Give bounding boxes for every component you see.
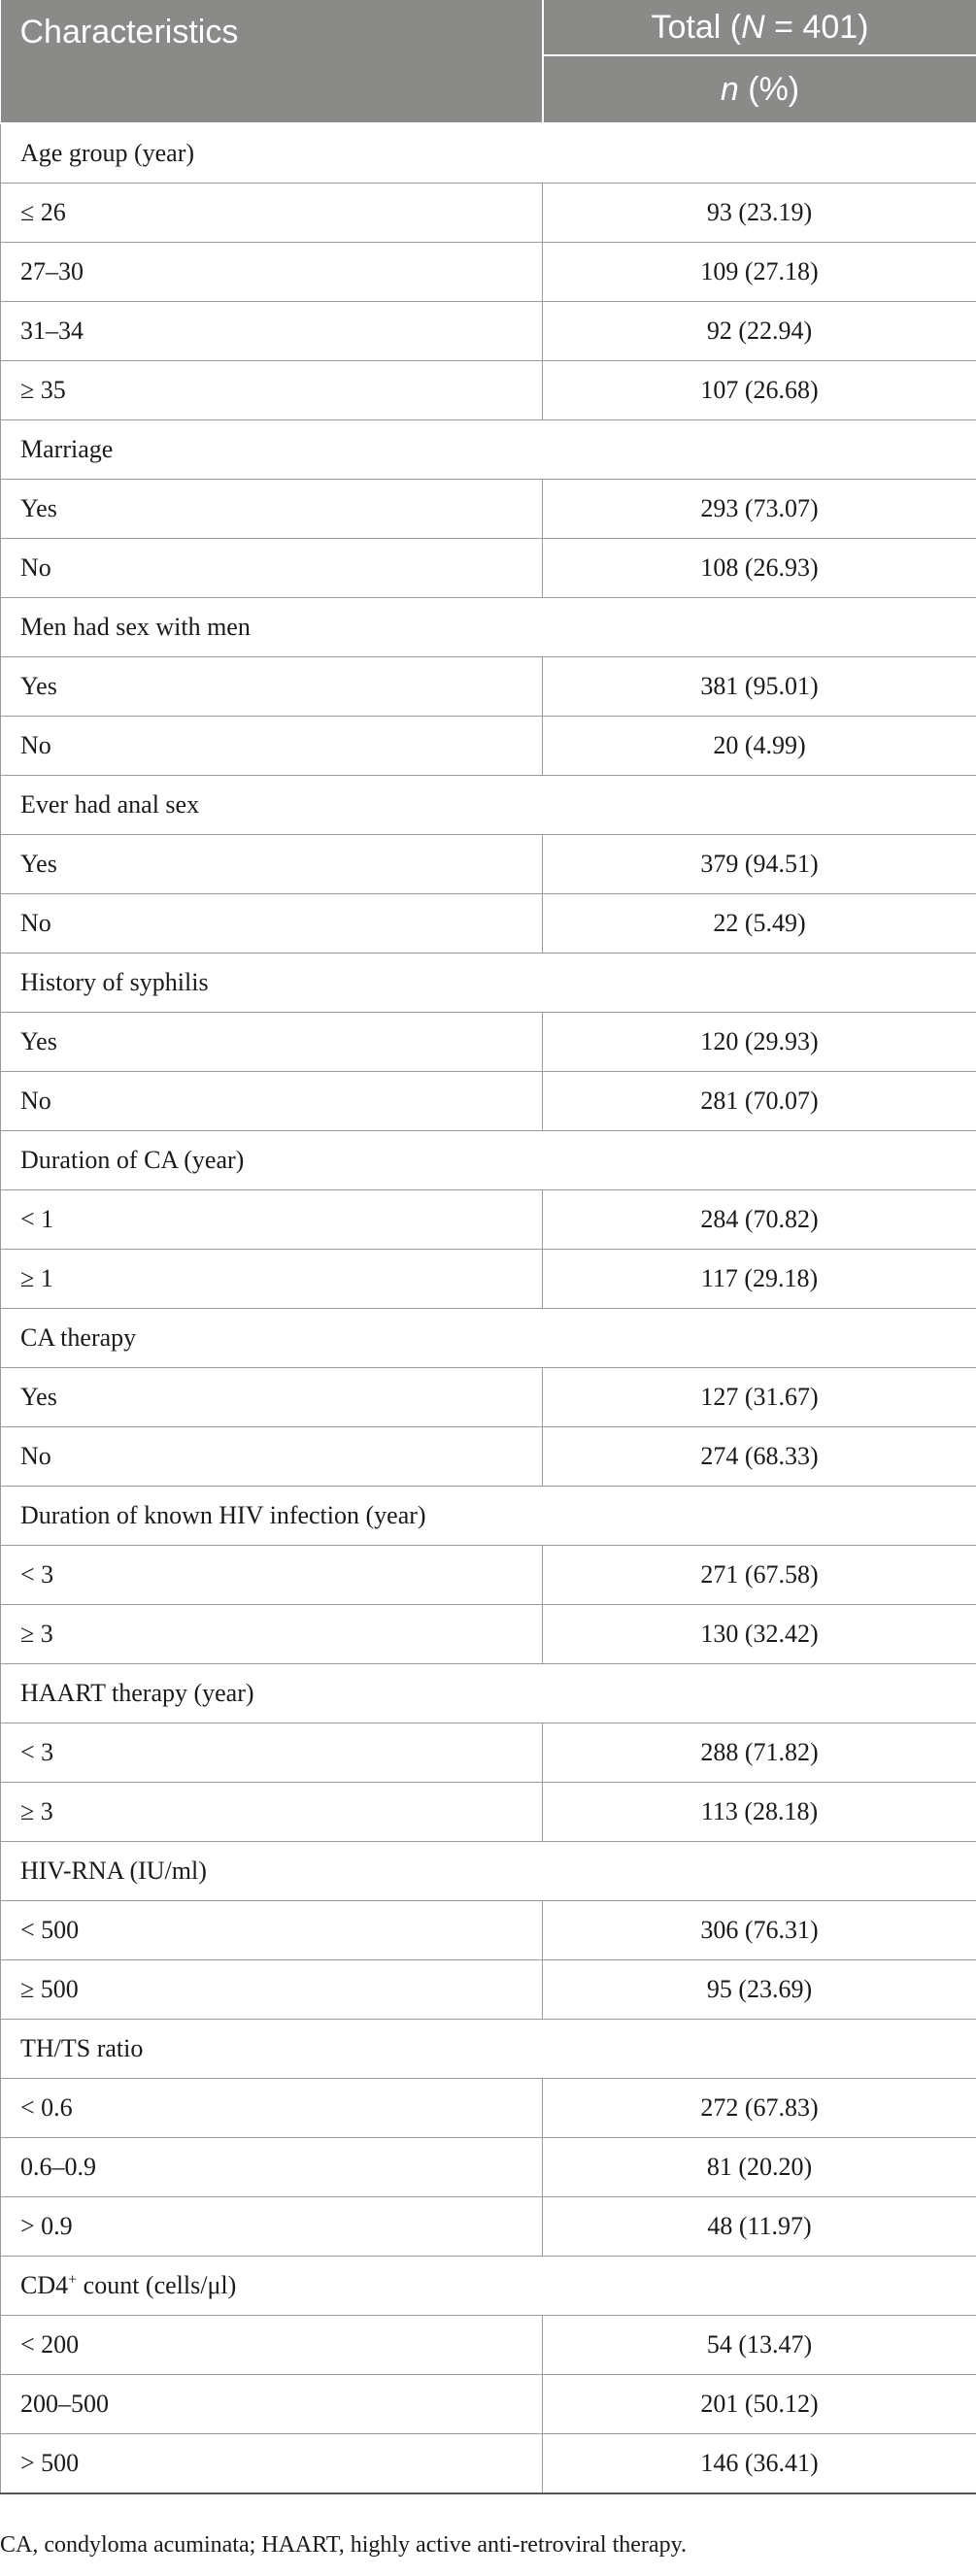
group-value-empty — [543, 2020, 976, 2079]
row-value: 81 (20.20) — [543, 2138, 976, 2197]
group-value-empty — [543, 776, 976, 835]
table-row — [1, 1605, 976, 1664]
row-label: > 0.9 — [1, 2197, 543, 2257]
table-row — [1, 361, 976, 420]
table-row — [1, 1250, 976, 1309]
group-row — [1, 1842, 976, 1901]
row-label: Yes — [1, 835, 543, 894]
row-value: 306 (76.31) — [543, 1901, 976, 1960]
group-row — [1, 953, 976, 1013]
row-label: > 500 — [1, 2434, 543, 2494]
row-value: 92 (22.94) — [543, 302, 976, 361]
group-row — [1, 1664, 976, 1723]
row-label: No — [1, 894, 543, 953]
table-row — [1, 1368, 976, 1427]
row-label: ≥ 35 — [1, 361, 543, 420]
table-row — [1, 539, 976, 598]
row-value: 108 (26.93) — [543, 539, 976, 598]
row-value: 109 (27.18) — [543, 243, 976, 302]
row-label: No — [1, 539, 543, 598]
table-row — [1, 1901, 976, 1960]
table-row — [1, 2375, 976, 2434]
group-label: CA therapy — [1, 1309, 543, 1368]
row-label: ≤ 26 — [1, 184, 543, 243]
table-row — [1, 657, 976, 717]
group-value-empty — [543, 123, 976, 184]
row-label: < 3 — [1, 1546, 543, 1605]
table-row — [1, 302, 976, 361]
row-label: 27–30 — [1, 243, 543, 302]
row-label: ≥ 3 — [1, 1783, 543, 1842]
group-label: HIV-RNA (IU/ml) — [1, 1842, 543, 1901]
row-label: Yes — [1, 1013, 543, 1072]
table-row — [1, 1960, 976, 2020]
group-row — [1, 598, 976, 657]
row-value: 120 (29.93) — [543, 1013, 976, 1072]
row-label: < 1 — [1, 1190, 543, 1250]
row-label: ≥ 500 — [1, 1960, 543, 2020]
row-value: 107 (26.68) — [543, 361, 976, 420]
group-value-empty — [543, 1487, 976, 1546]
header-total: Total (N = 401) — [543, 0, 976, 55]
group-value-empty — [543, 2257, 976, 2316]
group-label: TH/TS ratio — [1, 2020, 543, 2079]
row-value: 48 (11.97) — [543, 2197, 976, 2257]
group-label: Duration of known HIV infection (year) — [1, 1487, 543, 1546]
row-value: 130 (32.42) — [543, 1605, 976, 1664]
row-value: 284 (70.82) — [543, 1190, 976, 1250]
row-value: 22 (5.49) — [543, 894, 976, 953]
row-label: < 500 — [1, 1901, 543, 1960]
row-value: 117 (29.18) — [543, 1250, 976, 1309]
table-row — [1, 1190, 976, 1250]
row-label: 0.6–0.9 — [1, 2138, 543, 2197]
group-label: Marriage — [1, 420, 543, 480]
row-label: No — [1, 1427, 543, 1487]
row-label: < 3 — [1, 1723, 543, 1783]
row-value: 272 (67.83) — [543, 2079, 976, 2138]
header-n-percent: n (%) — [543, 55, 976, 123]
row-value: 54 (13.47) — [543, 2316, 976, 2375]
table-row — [1, 894, 976, 953]
row-value: 274 (68.33) — [543, 1427, 976, 1487]
row-label: ≥ 3 — [1, 1605, 543, 1664]
row-label: Yes — [1, 480, 543, 539]
table-row — [1, 1013, 976, 1072]
group-row — [1, 1487, 976, 1546]
row-value: 293 (73.07) — [543, 480, 976, 539]
group-label: Men had sex with men — [1, 598, 543, 657]
table-row — [1, 1072, 976, 1131]
header-characteristics: Characteristics — [1, 0, 543, 123]
row-value: 20 (4.99) — [543, 717, 976, 776]
group-label: Duration of CA (year) — [1, 1131, 543, 1190]
table-row — [1, 2197, 976, 2257]
group-value-empty — [543, 1664, 976, 1723]
row-value: 288 (71.82) — [543, 1723, 976, 1783]
row-value: 201 (50.12) — [543, 2375, 976, 2434]
row-label: 31–34 — [1, 302, 543, 361]
table-row — [1, 717, 976, 776]
row-label: ≥ 1 — [1, 1250, 543, 1309]
group-value-empty — [543, 1309, 976, 1368]
table-body — [1, 123, 976, 2493]
table-row — [1, 480, 976, 539]
row-value: 127 (31.67) — [543, 1368, 976, 1427]
row-label: Yes — [1, 657, 543, 717]
table-row — [1, 243, 976, 302]
row-label: No — [1, 1072, 543, 1131]
group-label: Ever had anal sex — [1, 776, 543, 835]
group-row — [1, 776, 976, 835]
table-row — [1, 184, 976, 243]
group-value-empty — [543, 420, 976, 480]
table-footnote: CA, condyloma acuminata; HAART, highly active anti-retroviral therapy. — [0, 2532, 688, 2558]
row-label: < 0.6 — [1, 2079, 543, 2138]
row-value: 95 (23.69) — [543, 1960, 976, 2020]
row-label: No — [1, 717, 543, 776]
table-row — [1, 2316, 976, 2375]
row-value: 379 (94.51) — [543, 835, 976, 894]
row-value: 271 (67.58) — [543, 1546, 976, 1605]
group-row — [1, 2020, 976, 2079]
row-value: 93 (23.19) — [543, 184, 976, 243]
group-label: History of syphilis — [1, 953, 543, 1013]
row-value: 281 (70.07) — [543, 1072, 976, 1131]
group-value-empty — [543, 598, 976, 657]
row-label: < 200 — [1, 2316, 543, 2375]
table-row — [1, 2138, 976, 2197]
row-value: 381 (95.01) — [543, 657, 976, 717]
group-row — [1, 1309, 976, 1368]
group-row — [1, 420, 976, 480]
group-value-empty — [543, 953, 976, 1013]
table-row — [1, 1783, 976, 1842]
group-row — [1, 1131, 976, 1190]
group-row — [1, 123, 976, 184]
group-value-empty — [543, 1131, 976, 1190]
table-row — [1, 1546, 976, 1605]
table-row — [1, 835, 976, 894]
group-row — [1, 2257, 976, 2316]
group-label: HAART therapy (year) — [1, 1664, 543, 1723]
table-row — [1, 1427, 976, 1487]
table-row — [1, 2434, 976, 2494]
row-value: 113 (28.18) — [543, 1783, 976, 1842]
group-value-empty — [543, 1842, 976, 1901]
row-label: 200–500 — [1, 2375, 543, 2434]
row-label: Yes — [1, 1368, 543, 1427]
table-row — [1, 1723, 976, 1783]
group-label: CD4+ count (cells/μl) — [1, 2257, 543, 2316]
table-row — [1, 2079, 976, 2138]
row-value: 146 (36.41) — [543, 2434, 976, 2494]
group-label: Age group (year) — [1, 123, 543, 184]
